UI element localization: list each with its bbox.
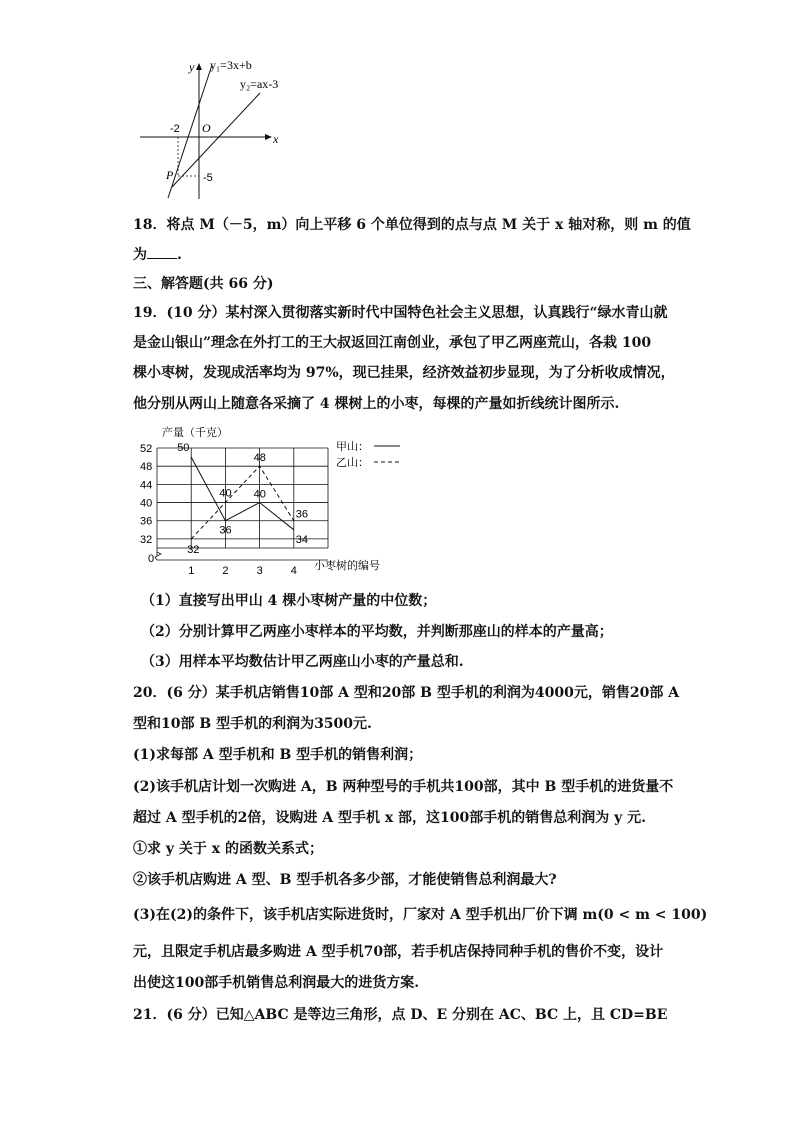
y-tick-label-0: 32 [140, 533, 153, 546]
q20-part3-b: 元，且限定手机店最多购进 A 型手机70部，若手机店保持同种手机的售价不变，设计 [133, 944, 664, 960]
y-tick-label-2: 40 [140, 497, 153, 510]
q20-part1: (1)求每部 A 型手机和 B 型手机的销售利润； [133, 747, 423, 763]
q19-line3: 棵小枣树，发现成活率均为 97%，现已挂果，经济效益初步显现，为了分析收成情况， [133, 365, 675, 381]
q20-line1: 20．(6 分）某手机店销售10部 A 型和20部 B 型手机的利润为4000元，销售20部 A [133, 685, 680, 701]
q18-line1: 18．将点 M（－5，m）向上平移 6 个单位得到的点与点 M 关于 x 轴对称，则 m 的值 [133, 217, 691, 233]
neg2-label: -2 [170, 123, 180, 135]
eq2-label: y₂=ax-3 [240, 77, 279, 91]
x-tick-label-2: 3 [256, 565, 263, 575]
data-label-s1-2: 48 [253, 452, 266, 465]
legend-yi-label: 乙山： [336, 457, 369, 469]
chart-series [191, 457, 294, 539]
chart-xlabel: 小枣树的编号 [314, 560, 380, 572]
point-p-label: P [166, 168, 174, 182]
q20-part3-a: (3)在(2)的条件下，该手机店实际进货时，厂家对 A 型手机出厂价下调 m(0 < m < 100) [133, 907, 708, 923]
series-line-0 [191, 457, 294, 530]
data-label-s1-0: 32 [187, 543, 200, 556]
x-axis-arrow [265, 134, 272, 140]
y-tick-label-4: 48 [140, 461, 153, 474]
q19-sub1: （1）直接写出甲山 4 棵小枣树产量的中位数； [141, 593, 437, 609]
y-tick-label-1: 36 [140, 515, 153, 528]
q20-part2-b: 超过 A 型手机的2倍，设购进 A 型手机 x 部，这100部手机的销售总利润为 y 元. [133, 810, 647, 826]
q18-answer-blank[interactable] [147, 246, 177, 259]
y-tick-label-5: 52 [140, 443, 153, 455]
neg5-label: -5 [203, 172, 213, 184]
origin-tick-label: 0 [148, 553, 155, 565]
data-label-s0-3: 34 [295, 533, 309, 546]
y-tick-label-3: 44 [140, 479, 153, 492]
linear-functions-figure [140, 55, 300, 205]
x-tick-label-0: 1 [188, 565, 195, 575]
data-label-s0-2: 40 [253, 488, 266, 501]
q20-part3-c: 出使这100部手机销售总利润最大的进货方案. [133, 975, 420, 991]
eq1-label: y₁=3x+b [210, 58, 252, 72]
x-tick-label-3: 4 [290, 565, 297, 575]
q19-line2: 是金山银山”理念在外打工的王大叔返回江南创业，承包了甲乙两座荒山，各栽 100 [133, 335, 652, 351]
q18-prefix: 为 [133, 247, 147, 263]
axis-break-icon [155, 552, 161, 560]
yield-line-chart [138, 420, 428, 575]
line-y2 [172, 93, 260, 187]
q19-sub2: （2）分别计算甲乙两座小枣样本的平均数，并判断那座山的样本的产量高； [141, 624, 613, 640]
chart-ticks [140, 443, 297, 575]
q20-part2-c1: ①求 y 关于 x 的函数关系式； [133, 841, 323, 857]
chart-ylabel: 产量（千克） [162, 427, 228, 439]
y-axis-arrow [196, 63, 202, 70]
q20-part2-a: (2)该手机店计划一次购进 A，B 两种型号的手机共100部，其中 B 型手机的进货量不 [133, 779, 674, 795]
q19-sub3: （3）用样本平均数估计甲乙两座山小枣的产量总和. [141, 654, 464, 670]
q18-line2 [133, 244, 182, 264]
x-axis-label: x [273, 132, 279, 146]
data-label-s0-0: 50 [177, 442, 190, 455]
section-heading: 三、解答题(共 66 分) [133, 276, 274, 292]
q20-line2: 型和10部 B 型手机的利润为3500元. [133, 716, 372, 732]
y-axis-label: y [189, 60, 195, 74]
data-label-s0-1: 36 [219, 524, 232, 537]
q18-suffix: . [177, 247, 182, 263]
x-tick-label-1: 2 [222, 565, 229, 575]
data-label-s1-1: 40 [219, 487, 232, 500]
origin-label: O [202, 121, 211, 135]
q20-part2-c2: ②该手机店购进 A 型、B 型手机各多少部，才能使销售总利润最大? [133, 872, 557, 888]
q21-line1: 21．(6 分）已知△ABC 是等边三角形，点 D、E 分别在 AC、BC 上，且 CD=BE [133, 1007, 668, 1023]
data-label-s1-3: 36 [295, 508, 309, 521]
legend-jia-label: 甲山： [336, 441, 369, 453]
q19-line1: 19．(10 分）某村深入贯彻落实新时代中国特色社会主义思想，认真践行“绿水青山就 [133, 305, 668, 321]
q19-line4: 他分别从两山上随意各采摘了 4 棵树上的小枣，每棵的产量如折线统计图所示. [133, 396, 620, 412]
